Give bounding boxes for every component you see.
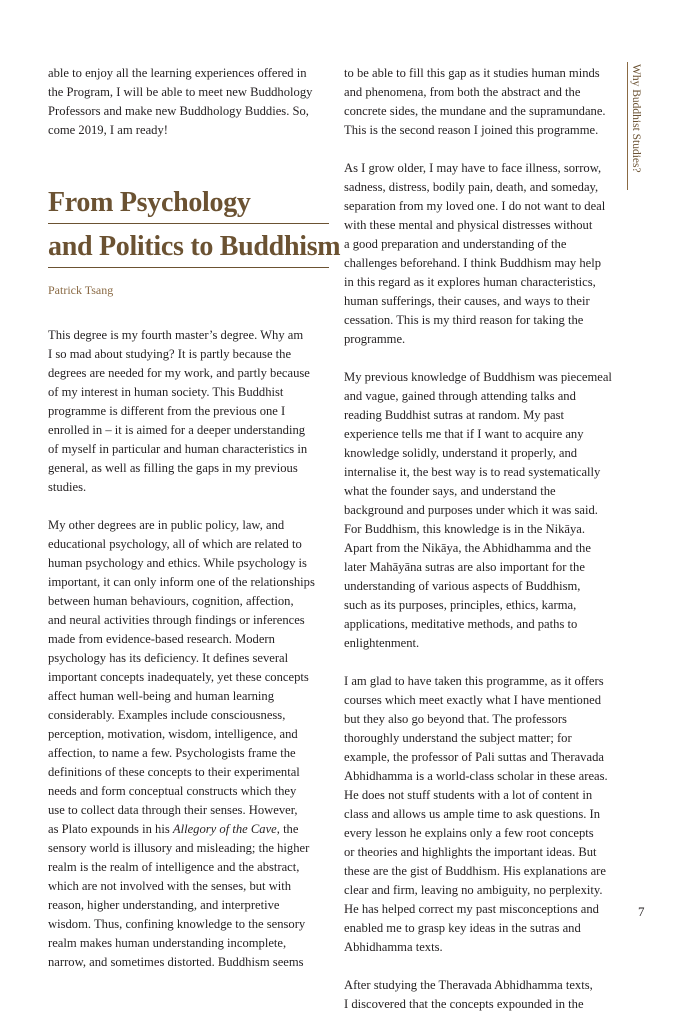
- right-column: [344, 64, 612, 1014]
- text-line: internalise it, the best way is to read systematically: [344, 465, 601, 479]
- text-line: Abhidhamma is a world-class scholar in these areas.: [344, 769, 608, 783]
- text-line: reading Buddhist sutras at random. My past: [344, 408, 565, 422]
- page-number: 7: [638, 904, 645, 919]
- text-line: Professors and make new Buddhology Buddies. So,: [48, 104, 309, 118]
- paragraph-gap: [48, 497, 315, 516]
- text-line: what the founder says, and understand the: [344, 484, 556, 498]
- text-line: important concepts inadequately, yet these concepts: [48, 670, 309, 684]
- text-line: needs and form conceptual constructs which they: [48, 784, 297, 798]
- running-header-rule: [627, 62, 628, 190]
- text-line: experience tells me that if I want to acquire any: [344, 427, 584, 441]
- text-line: clear and firm, leaving no ambiguity, no perplexity.: [344, 883, 603, 897]
- text-line: able to enjoy all the learning experiences offered in: [48, 66, 307, 80]
- text-line: these are the gist of Buddhism. His explanations are: [344, 864, 606, 878]
- text-line: This degree is my fourth master’s degree. Why am: [48, 328, 304, 342]
- text-line: programme is different from the previous one I: [48, 404, 286, 418]
- text-line: narrow, and sometimes distorted. Buddhism seems: [48, 955, 304, 969]
- text-line: I am glad to have taken this programme, as it offers: [344, 674, 604, 688]
- text-line: applications, meditative methods, and paths to: [344, 617, 578, 631]
- text-line: to be able to fill this gap as it studies human minds: [344, 66, 600, 80]
- paragraph-gap: [344, 349, 612, 368]
- text-line: definitions of these concepts to their experimental: [48, 765, 300, 779]
- text-line: reason, higher understanding, and interpretive: [48, 898, 280, 912]
- text-line: the Program, I will be able to meet new Buddhology: [48, 85, 313, 99]
- text-line: This is the second reason I joined this programme.: [344, 123, 599, 137]
- text-line: After studying the Theravada Abhidhamma texts,: [344, 978, 593, 992]
- text-line: My other degrees are in public policy, law, and: [48, 518, 285, 532]
- text-line: and neural activities through findings or inferences: [48, 613, 305, 627]
- text-line: enrolled in – it is aimed for a deeper understanding: [48, 423, 306, 437]
- article-title-line-2: and Politics to Buddhism: [48, 227, 329, 268]
- text-line: sensory world is illusory and misleading; the higher: [48, 841, 310, 855]
- text-line: knowledge solidly, understand it properly, and: [344, 446, 578, 460]
- text-line: I discovered that the concepts expounded in the: [344, 997, 584, 1011]
- text-line: of my interest in human society. This Buddhist: [48, 385, 284, 399]
- text-line: separation from my loved one. I do not want to deal: [344, 199, 606, 213]
- text-line: background and purposes under which it was said.: [344, 503, 598, 517]
- text-line: I so mad about studying? It is partly because the: [48, 347, 292, 361]
- text-line: use to collect data through their senses. However,: [48, 803, 298, 817]
- article-title: [48, 183, 341, 271]
- text-line: psychology has its deficiency. It defines several: [48, 651, 289, 665]
- text-line: or theories and highlights the important ideas. But: [344, 845, 597, 859]
- text-line: general, as well as filling the gaps in my previous: [48, 461, 298, 475]
- book-title: Allegory of the Cave: [172, 822, 277, 836]
- article-title-line-1: From Psychology: [48, 183, 329, 224]
- text-line: challenges beforehand. I think Buddhism may help: [344, 256, 602, 270]
- paragraph-gap: [344, 653, 612, 672]
- text-line: understanding of various aspects of Buddhism,: [344, 579, 581, 593]
- text-line: class and allows us ample time to ask questions. In: [344, 807, 601, 821]
- text-line: as Plato expounds in his Allegory of the Cave, the: [48, 822, 299, 836]
- text-line: Apart from the Nikāya, the Abhidhamma and the: [344, 541, 591, 555]
- text-line: studies.: [48, 480, 87, 494]
- text-line: courses which meet exactly what I have mentioned: [344, 693, 602, 707]
- text-line: of myself in particular and human characteristics in: [48, 442, 308, 456]
- text-line: and phenomena, from both the abstract and the: [344, 85, 581, 99]
- text-line: important, it can only inform one of the relationships: [48, 575, 315, 589]
- running-header: Why Buddhist Studies?: [630, 64, 642, 173]
- text-line: a good preparation and understanding of the: [344, 237, 567, 251]
- text-line: perception, motivation, wisdom, intelligence, and: [48, 727, 298, 741]
- text-line: sadness, distress, bodily pain, death, and someday,: [344, 180, 599, 194]
- text-line: which are not involved with the senses, but with: [48, 879, 292, 893]
- text-line: affection, to name a few. Psychologists frame the: [48, 746, 296, 760]
- text-line: degrees are needed for my work, and partly because: [48, 366, 310, 380]
- text-line: educational psychology, all of which are related to: [48, 537, 302, 551]
- text-line: My previous knowledge of Buddhism was piecemeal: [344, 370, 612, 384]
- text-line: thoroughly understand the subject matter; for: [344, 731, 572, 745]
- text-line: enlightenment.: [344, 636, 420, 650]
- text-line: in this regard as it explores human characteristics,: [344, 275, 596, 289]
- text-line: and vague, gained through attending talks and: [344, 389, 576, 403]
- author-byline: Patrick Tsang: [48, 283, 114, 297]
- text-line: wisdom. Thus, confining knowledge to the sensory: [48, 917, 306, 931]
- left-column: [48, 326, 315, 972]
- text-line: human psychology and ethics. While psychology is: [48, 556, 307, 570]
- text-line: He does not stuff students with a lot of content in: [344, 788, 593, 802]
- paragraph-gap: [344, 140, 612, 159]
- text-line: For Buddhism, this knowledge is in the Nikāya.: [344, 522, 586, 536]
- text-line: between human behaviours, cognition, affection,: [48, 594, 294, 608]
- text-line: affect human well-being and human learning: [48, 689, 275, 703]
- text-line: every lesson he explains only a few root concepts: [344, 826, 594, 840]
- text-line: but they also go beyond that. The professors: [344, 712, 567, 726]
- text-line: example, the professor of Pali suttas and Theravada: [344, 750, 604, 764]
- text-line: As I grow older, I may have to face illness, sorrow,: [344, 161, 602, 175]
- text-line: such as its purposes, principles, ethics, karma,: [344, 598, 577, 612]
- text-line: programme.: [344, 332, 406, 346]
- text-line: realm is the realm of intelligence and the abstract,: [48, 860, 300, 874]
- text-line: Abhidhamma texts.: [344, 940, 443, 954]
- text-line: realm makes human understanding incomplete,: [48, 936, 287, 950]
- text-line: with these mental and physical distresses without: [344, 218, 593, 232]
- text-line: He has helped correct my past misconceptions and: [344, 902, 599, 916]
- previous-article-ending: [48, 64, 312, 140]
- text-line: cessation. This is my third reason for taking the: [344, 313, 584, 327]
- text-line: considerably. Examples include consciousness,: [48, 708, 286, 722]
- text-line: concrete sides, the mundane and the supramundane.: [344, 104, 606, 118]
- text-line: human sufferings, their causes, and ways to their: [344, 294, 590, 308]
- text-line: made from evidence-based research. Modern: [48, 632, 275, 646]
- text-line: later Mahāyāna sutras are also important for the: [344, 560, 585, 574]
- text-line: enabled me to grasp key ideas in the sutras and: [344, 921, 581, 935]
- text-line: come 2019, I am ready!: [48, 123, 168, 137]
